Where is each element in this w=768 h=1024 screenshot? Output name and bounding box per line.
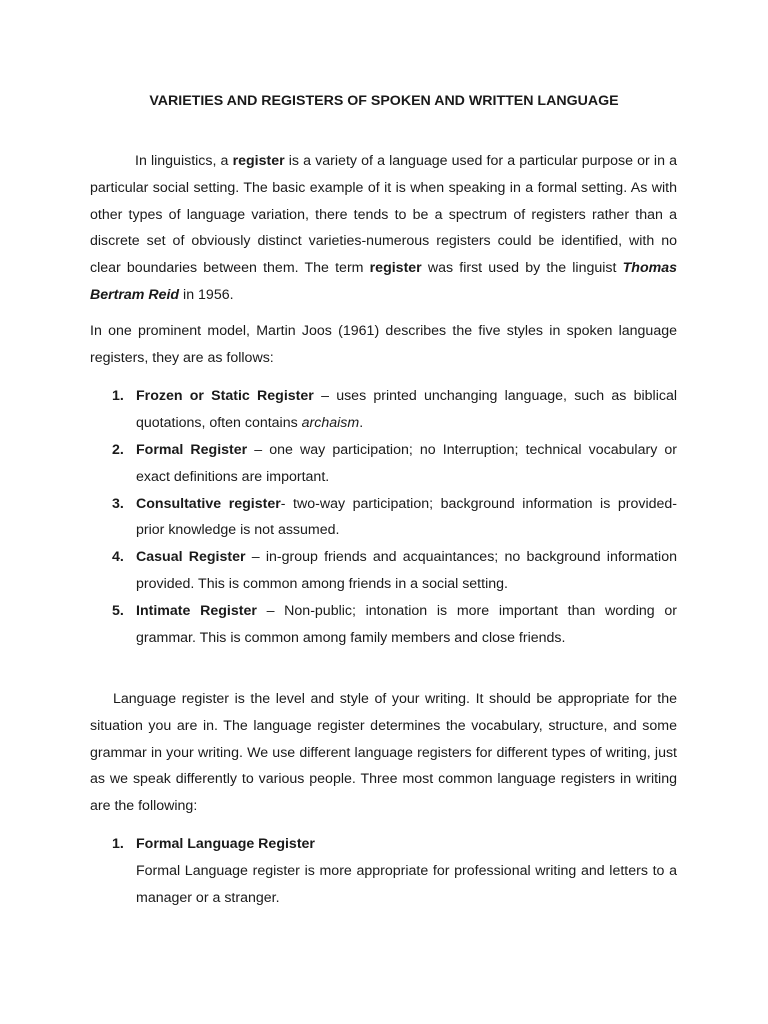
list-item-number: 2. bbox=[112, 441, 124, 458]
list-item-number: 1. bbox=[112, 388, 124, 404]
joos-model-paragraph: In one prominent model, Martin Joos (1961) describes the five styles in spoken language registers, they are as follows: bbox=[90, 323, 677, 366]
intro-text-a: In linguistics, a bbox=[135, 153, 233, 169]
writing-registers-list bbox=[90, 831, 677, 912]
register-term-1: register bbox=[232, 153, 285, 169]
list-item-term: Casual Register bbox=[136, 549, 246, 566]
intro-text-c: was first used by the linguist bbox=[421, 260, 623, 277]
list-item-desc: – Non-public; intonation is more important than wording or grammar. This is common among family members and close friends. bbox=[136, 603, 678, 646]
list-item bbox=[90, 491, 677, 545]
list-item-desc: Formal Language register is more appropriate for professional writing and letters to a manager or a stranger. bbox=[136, 862, 677, 906]
list-item-term: Frozen or Static Register bbox=[136, 388, 314, 404]
list-item-term: Intimate Register bbox=[136, 603, 257, 620]
list-item bbox=[90, 383, 677, 437]
list-item-term: Consultative register bbox=[136, 495, 281, 512]
list-item-desc: - two-way participation; background information is provided- prior knowledge is not assumed. bbox=[136, 495, 677, 539]
list-item-italic: archaism bbox=[301, 414, 360, 431]
list-item-desc: – one way participation; no Interruption; technical vocabulary or exact definitions are important. bbox=[136, 441, 677, 485]
document-title: VARIETIES AND REGISTERS OF SPOKEN AND WRITTEN LANGUAGE bbox=[149, 93, 619, 109]
list-item-term: Formal Register bbox=[136, 441, 248, 458]
register-term-2: register bbox=[369, 260, 422, 277]
intro-text-b: is a variety of a language used for a particular purpose or in a particular social setting. The basic example of it is when speaking in a formal setting. As with other types of language variation, there tends to be a spectrum of registers rather than a discrete set of obviously distinct varieties-numerous registers could be identified, with no clear boundaries between them. The term bbox=[90, 153, 677, 277]
list-item-number: 3. bbox=[112, 495, 124, 512]
list-item-number: 4. bbox=[112, 549, 124, 566]
list-item-number: 5. bbox=[112, 603, 124, 620]
intro-paragraph bbox=[90, 148, 677, 309]
list-item-term: Formal Language Register bbox=[136, 836, 315, 852]
list-item-desc: – in-group friends and acquaintances; no background information provided. This is common among friends in a social setting. bbox=[136, 549, 677, 593]
writing-registers-paragraph: Language register is the level and style of your writing. It should be appropriate for the situation you are in. The language register determines the vocabulary, structure, and some grammar in your writing. We use different language registers for different types of writing, just as we speak differently to various people. Three most common language registers in writing are the following: bbox=[90, 691, 677, 815]
list-item-desc-end: . bbox=[359, 414, 364, 431]
list-item-desc: – uses printed unchanging language, such as biblical quotations, often contains bbox=[136, 388, 677, 431]
list-item bbox=[90, 437, 677, 491]
linguist-name: Thomas Bertram Reid bbox=[90, 260, 678, 303]
spoken-styles-list bbox=[90, 383, 677, 652]
intro-text-d: in 1956. bbox=[179, 286, 234, 303]
list-item bbox=[90, 544, 677, 598]
list-item bbox=[90, 598, 677, 652]
list-item-number: 1. bbox=[112, 836, 124, 852]
list-item bbox=[90, 831, 677, 911]
